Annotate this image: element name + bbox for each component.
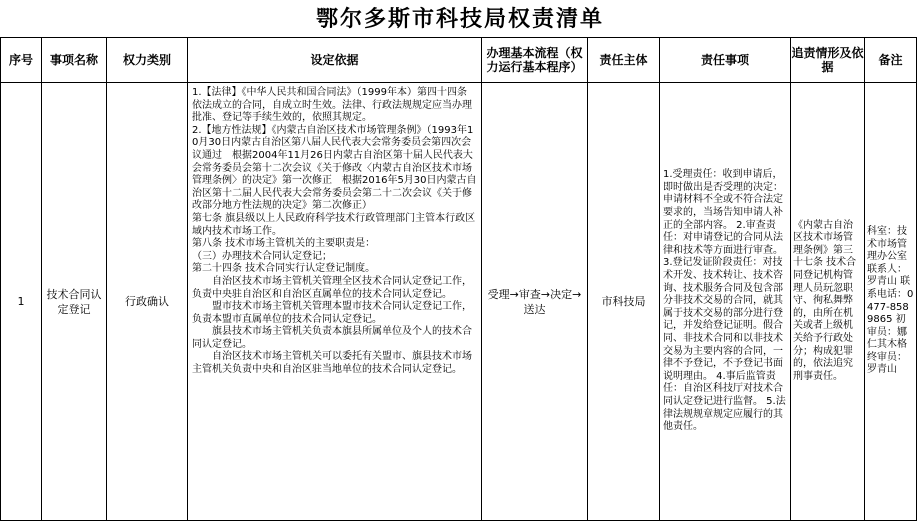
basis-paragraph: 第七条 旗县级以上人民政府科学技术行政管理部门主管本行政区域内技术市场工作。 bbox=[192, 212, 476, 237]
table-row bbox=[1, 83, 917, 521]
basis-paragraph: 第八条 技术市场主管机关的主要职责是： bbox=[192, 238, 376, 250]
responsibility-text: 1.受理责任：收到申请后，即时做出是否受理的决定：申请材料不全或不符合法定要求的，当场告知申请人补正的全部内容。 2.审查责任：对申请登记的合同从法律和技术等方面进行审查。 3.登记发证阶段责任：对技术开发、技术转让、技术咨询、技术服务合同及包含部分非技术交易的合同，就其属于技术交易的部分进行登记，并发给登记证明。假合同、非技术合同和以非技术交易为主要内容的合同，一律不予登记，不予登记书面说明理由。 4.事后监管责任：自治区科技厅对技术合同认定登记进行监督。 5.法律法规规章规定应履行的其他责任。 bbox=[663, 169, 786, 433]
cell-subject: 市科技局 bbox=[588, 83, 660, 521]
cell-accountability bbox=[791, 83, 865, 521]
header-basis: 设定依据 bbox=[188, 38, 482, 83]
basis-paragraphs bbox=[192, 87, 478, 377]
cell-name: 技术合同认定登记 bbox=[42, 83, 107, 521]
header-seq: 序号 bbox=[1, 38, 42, 83]
basis-paragraph: 自治区技术市场主管机关管理全区技术合同认定登记工作，负责中央驻自治区和自治区直属单位的技术合同认定登记。 bbox=[192, 275, 472, 300]
cell-remarks bbox=[865, 83, 917, 521]
cell-seq: 1 bbox=[1, 83, 42, 521]
header-accountability: 追责情形及依据 bbox=[791, 38, 865, 83]
header-subject: 责任主体 bbox=[588, 38, 660, 83]
header-name: 事项名称 bbox=[42, 38, 107, 83]
header-process: 办理基本流程（权力运行基本程序） bbox=[482, 38, 588, 83]
cell-process: 受理→审查→决定→送达 bbox=[482, 83, 588, 521]
header-row bbox=[1, 38, 917, 83]
cell-responsibility bbox=[660, 83, 791, 521]
accountability-text: 《内蒙古自治区技术市场管理条例》第三十七条 技术合同登记机构管理人员玩忽职守、徇私舞弊的，由所在机关或者上级机关给予行政处分；构成犯罪的，依法追究刑事责任。 bbox=[793, 219, 857, 382]
cell-category: 行政确认 bbox=[107, 83, 188, 521]
rights-responsibilities-table bbox=[0, 37, 917, 521]
header-responsibility: 责任事项 bbox=[660, 38, 791, 83]
remarks-text: 科室：技术市场管理办公室 联系人：罗青山 联系电话：0477-8589865 初审员：娜仁其木格 终审员：罗青山 bbox=[867, 225, 914, 376]
basis-paragraph: 2.【地方性法规】《内蒙古自治区技术市场管理条例》（1993年10月30日内蒙古自治区第八届人民代表大会常务委员会第四次会议通过 根据2004年11月26日内蒙古自治区第十届人民代表大会常务委员会第十二次会议《关于修改〈内蒙古自治区技术市场管理条例〉的决定》第一次修正 根据2016年5月30日内蒙古自治区第十二届人民代表大会常务委员会第二十二次会议《关于修改部分地方性法规的决定》第二次修正） bbox=[192, 124, 477, 212]
page-title: 鄂尔多斯市科技局权责清单 bbox=[315, 6, 604, 32]
basis-paragraph: 自治区技术市场主管机关可以委托有关盟市、旗县技术市场主管机关负责中央和自治区驻当地单位的技术合同认定登记。 bbox=[192, 351, 472, 376]
header-category: 权力类别 bbox=[107, 38, 188, 83]
cell-basis bbox=[188, 83, 482, 521]
basis-paragraph: 1.【法律】《中华人民共和国合同法》（1999年本）第四十四条 依法成立的合同，自成立时生效。法律、行政法规规定应当办理批准、登记等手续生效的，依照其规定。 bbox=[192, 87, 477, 124]
basis-paragraph: 旗县技术市场主管机关负责本旗县所属单位及个人的技术合同认定登记。 bbox=[192, 326, 472, 350]
basis-paragraph: 盟市技术市场主管机关管理本盟市技术合同认定登记工作，负责本盟市直属单位的技术合同认定登记。 bbox=[192, 301, 472, 325]
header-remarks: 备注 bbox=[865, 38, 917, 83]
basis-paragraph: （三）办理技术合同认定登记； bbox=[192, 250, 332, 262]
basis-paragraph: 第二十四条 技术合同实行认定登记制度。 bbox=[192, 263, 376, 275]
